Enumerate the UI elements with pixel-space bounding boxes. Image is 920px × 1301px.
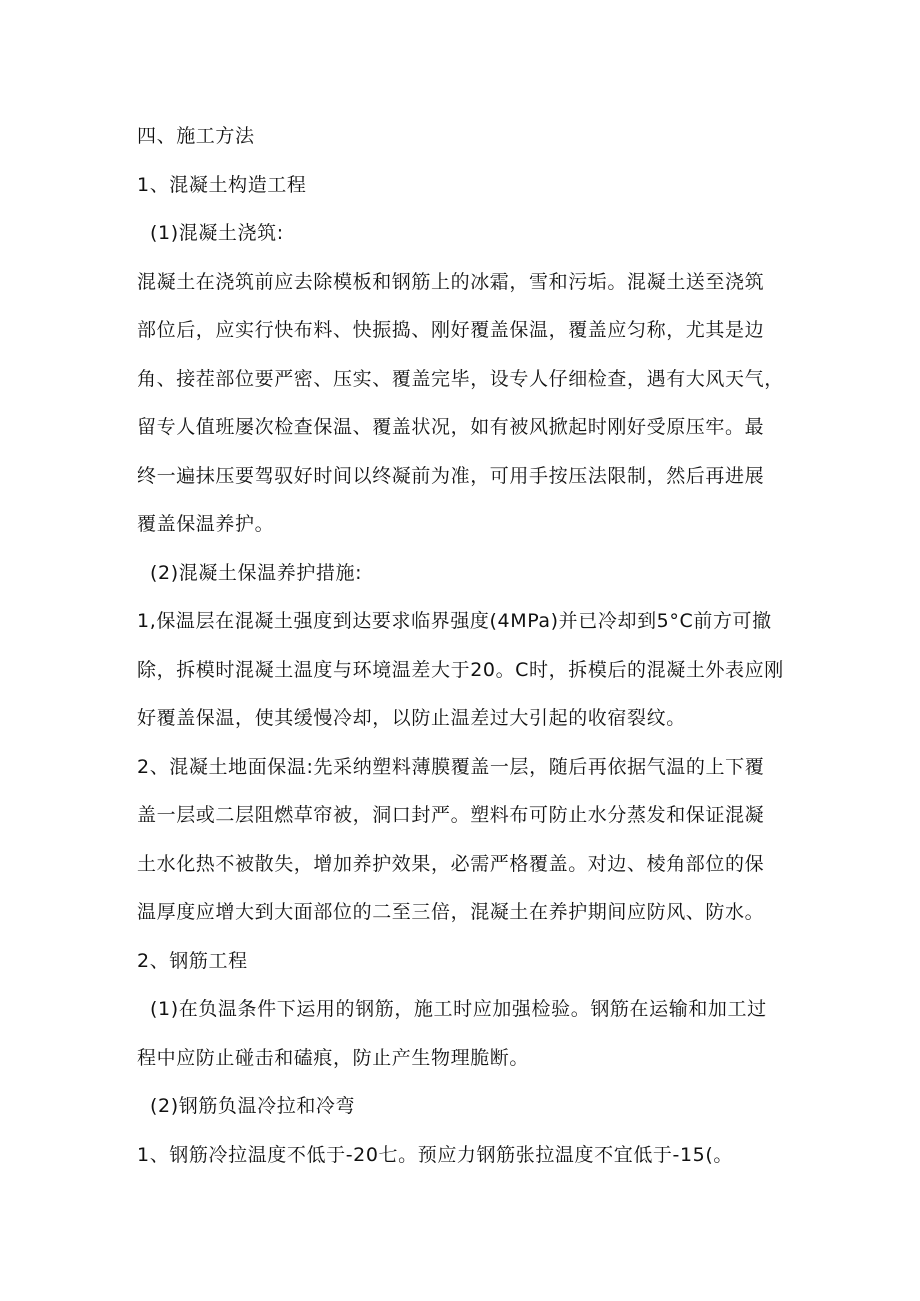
paragraph-line: 角、接茬部位要严密、压实、覆盖完毕，设专人仔细检查，遇有大风天气， — [137, 367, 784, 390]
document-body — [137, 112, 797, 1179]
paragraph-line: 终一遍抹压要驾驭好时间以终凝前为准，可用手按压法限制，然后再进展 — [137, 464, 765, 487]
paragraph-line: (1)在负温条件下运用的钢筋，施工时应加强检验。钢筋在运输和加工过 — [150, 998, 767, 1020]
paragraph-line: 混凝土在浇筑前应去除模板和钢筋上的冰霜，雪和污垢。混凝土送至浇筑 — [137, 270, 765, 293]
subheading-concrete-pouring: (1)混凝土浇筑: — [150, 222, 284, 244]
paragraph-line: 覆盖保温养护。 — [137, 513, 275, 535]
heading-rebar-works: 2、钢筋工程 — [137, 949, 248, 972]
paragraph-line: 土水化热不被散失，增加养护效果，必需严格覆盖。对边、棱角部位的保 — [137, 852, 765, 875]
section-heading-construction-methods: 四、施工方法 — [137, 125, 255, 147]
paragraph-line: 1,保温层在混凝土强度到达要求临界强度(4MPa)并已冷却到5°C前方可撤 — [137, 610, 772, 632]
subheading-curing-measures: (2)混凝土保温养护措施: — [150, 561, 363, 584]
paragraph-line: 部位后，应实行快布料、快振捣、刚好覆盖保温，覆盖应匀称，尤其是边 — [137, 319, 765, 341]
heading-concrete-structure-works: 1、混凝土构造工程 — [137, 173, 307, 196]
paragraph-line: 留专人值班屡次检查保温、覆盖状况，如有被风掀起时刚好受原压牢。最 — [137, 416, 765, 438]
paragraph-line: 盖一层或二层阻燃草帘被，洞口封严。塑料布可防止水分蒸发和保证混凝 — [137, 804, 765, 826]
paragraph-line: 好覆盖保温，使其缓慢冷却，以防止温差过大引起的收宿裂纹。 — [137, 707, 686, 729]
paragraph-line: 2、混凝土地面保温:先采纳塑料薄膜覆盖一层，随后再依据气温的上下覆 — [137, 755, 765, 778]
paragraph-line: 1、钢筋冷拉温度不低于-20七。预应力钢筋张拉温度不宜低于-15(。 — [137, 1143, 733, 1166]
paragraph-line: 除，拆模时混凝土温度与环境温差大于20。C时，拆模后的混凝土外表应刚 — [137, 658, 784, 681]
subheading-rebar-cold-stretching: (2)钢筋负温冷拉和冷弯 — [150, 1095, 356, 1117]
paragraph-line: 程中应防止碰击和磕痕，防止产生物理脆断。 — [137, 1046, 530, 1069]
paragraph-line: 温厚度应增大到大面部位的二至三倍，混凝土在养护期间应防风、防水。 — [137, 901, 765, 923]
